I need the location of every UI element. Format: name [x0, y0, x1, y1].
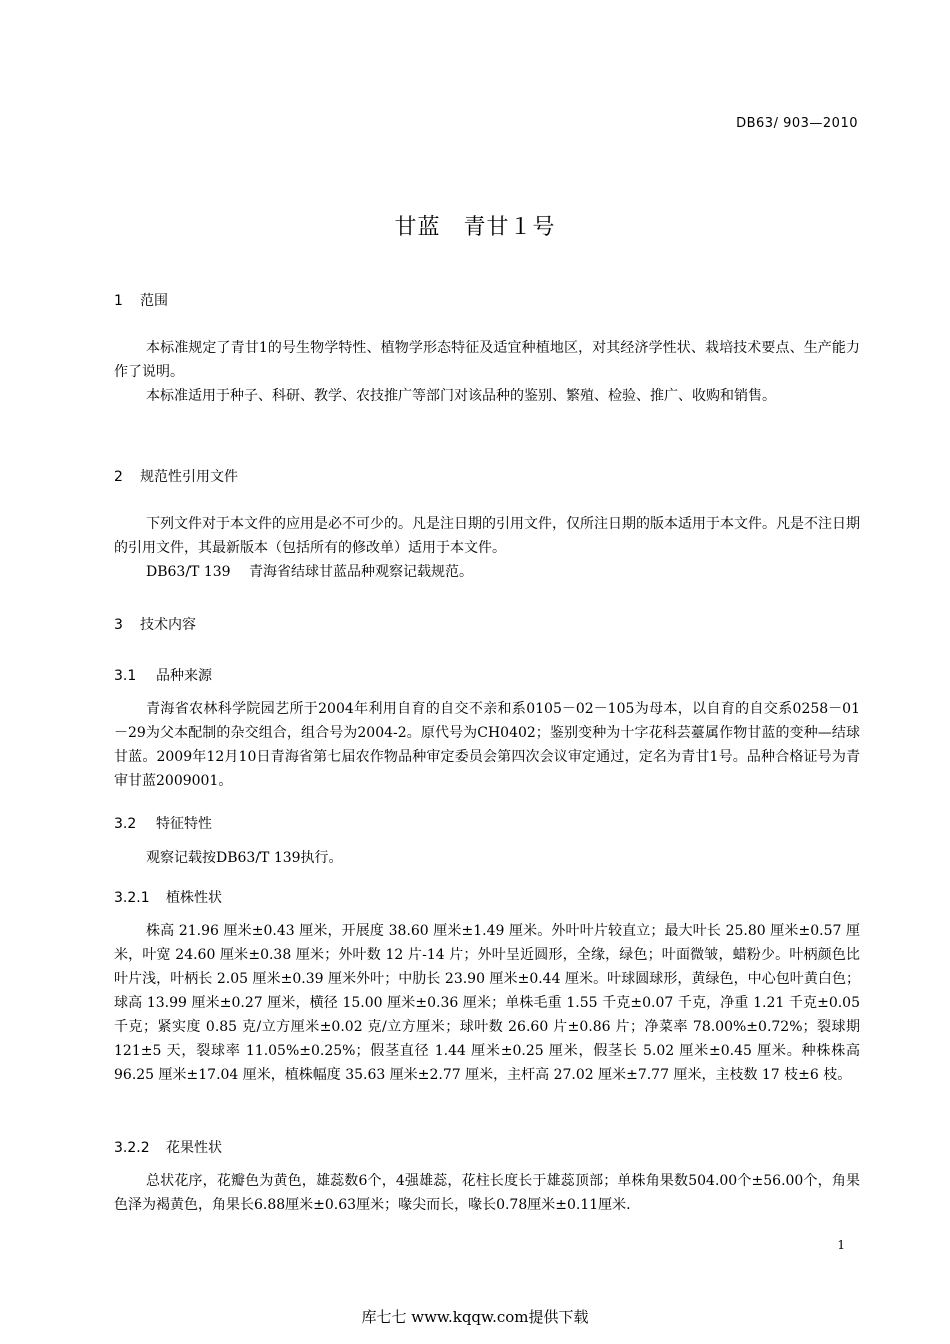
section-title: 品种来源 [156, 668, 212, 684]
download-footer: 库七七 www.kqqw.com提供下载 [361, 1308, 589, 1326]
section-3-1-heading [114, 665, 212, 685]
section-2-heading [114, 466, 238, 486]
standard-code: DB63/ 903—2010 [736, 116, 858, 131]
section-3-heading [114, 614, 196, 634]
section-number: 3.1 [114, 668, 137, 684]
section-3-1-paragraph: 青海省农林科学院园艺所于2004年利用自育的自交不亲和系0105－02－105为母本，以自育的自交系0258－01－29为父本配制的杂交组合，组合号为2004-2。原代号为CH0402；鉴别变种为十字花科芸薹属作物甘蓝的变种—结球甘蓝。2009年12月10日青海省第七届农作物品种审定委员会第四次会议审定通过，定名为青甘1号。品种合格证号为青审甘蓝2009001。 [114, 701, 860, 789]
section-number: 3 [114, 617, 123, 633]
section-title: 花果性状 [166, 1140, 222, 1156]
section-3-2-2-paragraph: 总状花序，花瓣色为黄色，雄蕊数6个，4强雄蕊，花柱长度长于雄蕊顶部；单株角果数504.00个±56.00个，角果色泽为褐黄色，角果长6.88厘米±0.63厘米；喙尖而长，喙长0.78厘米±0.11厘米. [114, 1173, 860, 1213]
section-title: 特征特性 [156, 816, 212, 832]
section-number: 3.2.1 [114, 890, 150, 906]
section-3-2-heading [114, 813, 212, 833]
page-title: 甘蓝 青甘１号 [394, 215, 556, 240]
section-title: 范围 [140, 293, 168, 309]
section-3-2-2-heading [114, 1137, 222, 1157]
section-1-paragraph-2: 本标准适用于种子、科研、教学、农技推广等部门对该品种的鉴别、繁殖、检验、推广、收购和销售。 [146, 388, 776, 404]
section-3-2-1-heading [114, 887, 222, 907]
section-number: 3.2.2 [114, 1140, 150, 1156]
section-number: 2 [114, 469, 123, 485]
section-number: 3.2 [114, 816, 137, 832]
normative-reference: DB63/T 139 青海省结球甘蓝品种观察记载规范。 [146, 564, 474, 580]
section-title: 规范性引用文件 [140, 469, 238, 485]
section-title: 植株性状 [166, 890, 222, 906]
section-1-heading [114, 290, 168, 310]
section-title: 技术内容 [140, 617, 196, 633]
section-3-2-paragraph: 观察记载按DB63/T 139执行。 [146, 850, 343, 866]
page-number: 1 [837, 1238, 845, 1252]
section-number: 1 [114, 293, 123, 309]
section-1-paragraph-1: 本标准规定了青甘1的号生物学特性、植物学形态特征及适宜种植地区，对其经济学性状、栽培技术要点、生产能力作了说明。 [114, 340, 860, 380]
section-3-2-1-paragraph: 株高 21.96 厘米±0.43 厘米，开展度 38.60 厘米±1.49 厘米。外叶叶片较直立；最大叶长 25.80 厘米±0.57 厘米，叶宽 24.60 厘米±0.38 厘米；外叶数 12 片-14 片；外叶呈近圆形，全缘，绿色；叶面微皱，蜡粉少。叶柄颜色比叶片浅，叶柄长 2.05 厘米±0.39 厘米外叶；中肋长 23.90 厘米±0.44 厘米。叶球圆球形，黄绿色，中心包叶黄白色；球高 13.99 厘米±0.27 厘米，横径 15.00 厘米±0.36 厘米；单株毛重 1.55 千克±0.07 千克，净重 1.21 千克±0.05 千克；紧实度 0.85 克/立方厘米±0.02 克/立方厘米；球叶数 26.60 片±0.86 片；净菜率 78.00%±0.72%；裂球期 121±5 天，裂球率 11.05%±0.25%；假茎直径 1.44 厘米±0.25 厘米，假茎长 5.02 厘米±0.45 厘米。种株株高 96.25 厘米±17.04 厘米，植株幅度 35.63 厘米±2.77 厘米，主杆高 27.02 厘米±7.77 厘米，主枝数 17 枝±6 枝。 [114, 923, 860, 1083]
section-2-paragraph-1: 下列文件对于本文件的应用是必不可少的。凡是注日期的引用文件，仅所注日期的版本适用于本文件。凡是不注日期的引用文件，其最新版本（包括所有的修改单）适用于本文件。 [114, 516, 860, 556]
